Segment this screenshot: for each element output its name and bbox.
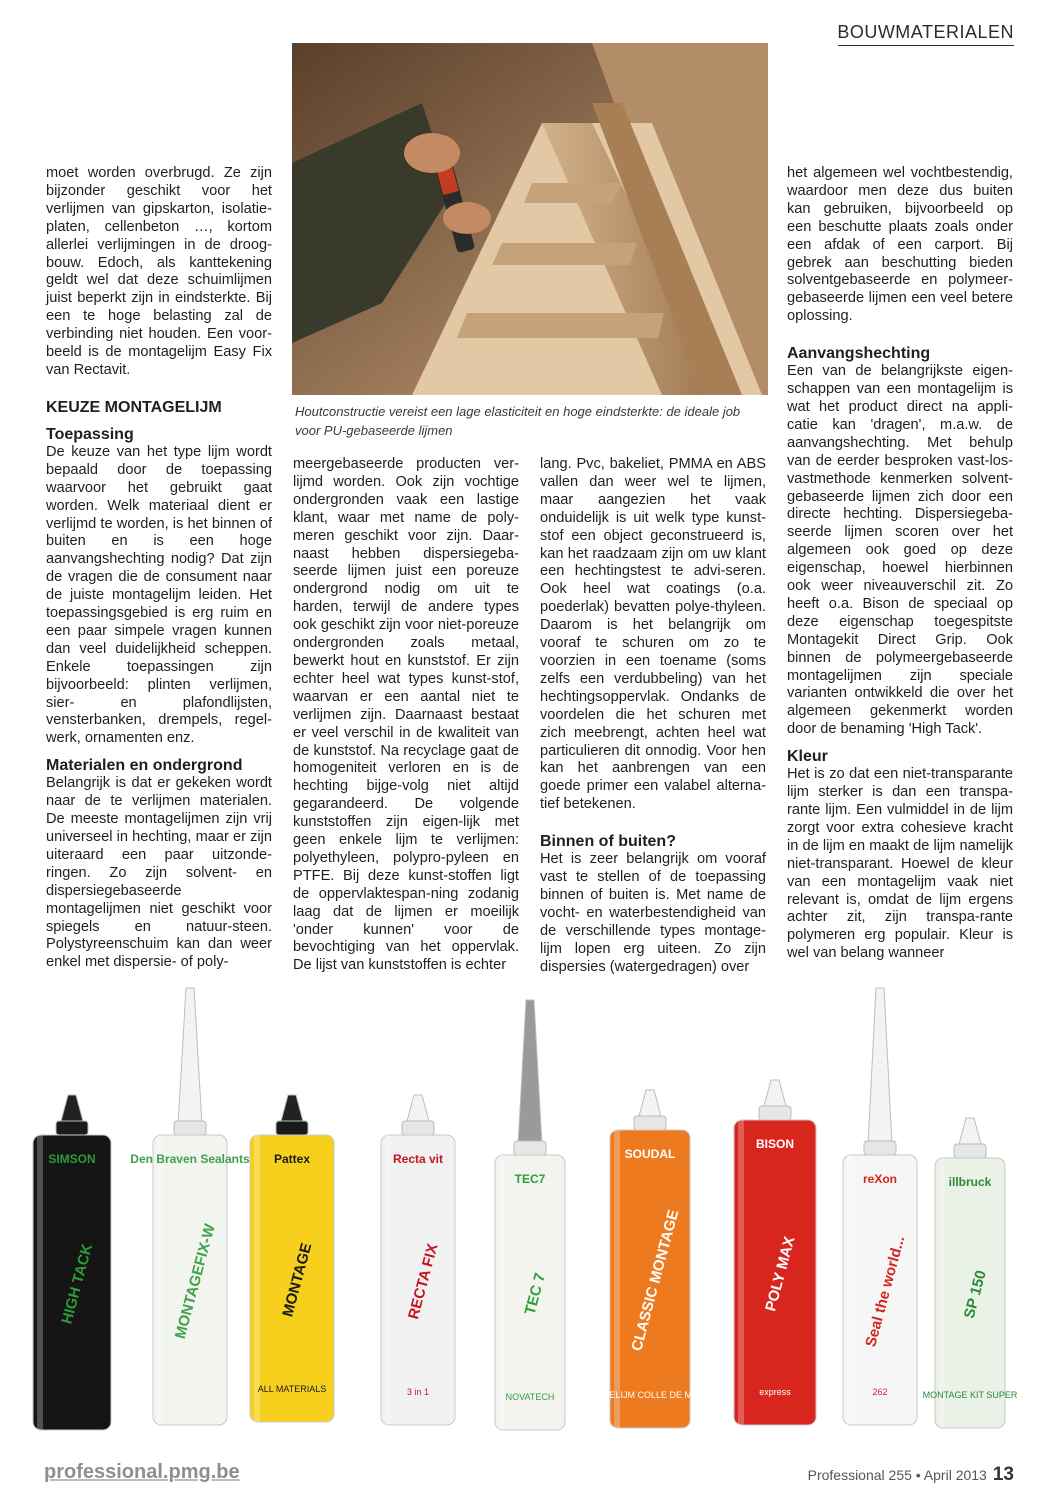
product-subtext: express (759, 1387, 791, 1397)
col2-paragraph-1: meergebaseerde producten ver-lijmd worden. Ook zijn vochtige ondergronden vaak een lastige klant, waar met name de poly-meren geschikt voor zijn. Daar-naast hebben dispersiegeba-seerde lijmen juist een poreuze ondergrond nodig om uit te harden, terwijl de andere types ook geschikt zijn voor niet-poreuze ondergronden zoals metaal, bewerkt hout en kunststof. Er zijn echter heel wat types kunst-stof, waarvan er een aantal niet te verlijmen zijn. Daarnaast bestaat er veel verschil in de kwaliteit van de kunststof. Na recyclage gaat de homogeniteit verloren en is de hechting bijge-volg niet altijd gegarandeerd. De volgende kunststoffen zijn eigen-lijk met geen enkele lijm te verlijmen: polyethyleen, polypro-pyleen en PTFE. Bij deze kunst-stoffen ligt de oppervlaktespan-ning zodanig laag dat de lijmen er moeilijk 'onder kunnen' voor de bevochtiging van het oppervlak. De lijst van kunststoffen is echter (293, 456, 519, 974)
cartridge-highlight (939, 1158, 945, 1428)
cartridge-collar (864, 1141, 896, 1155)
product-name: MONTAGEFIX-W (171, 1222, 219, 1341)
column-2 (293, 456, 519, 975)
cartridge-collar (759, 1106, 791, 1120)
cartridge-highlight (37, 1135, 43, 1430)
product-subtext: NOVATECH (505, 1392, 555, 1402)
cartridge-highlight (499, 1155, 505, 1430)
product-brand: SOUDAL (624, 1147, 676, 1161)
product-name: HIGH TACK (58, 1242, 97, 1326)
col4-paragraph-3: Het is zo dat een niet-transparante lijm sterker is dan een transpa-rante lijm. Een vulmiddel in de lijm zorgt voor extra cohesieve kracht in de lijm en maakt de lijm namelijk niet-transparant. Hoewel de kleur van een montagelijm vaak niet relevant is, omdat de lijm ergens achter zit, zijn transpa-rante polymeren erg populair. Kleur is wel van belang wanneer (787, 766, 1013, 962)
photo-illustration (292, 43, 768, 395)
cartridge-highlight (738, 1120, 744, 1425)
product-name: MONTAGE (279, 1241, 316, 1319)
section-heading: KEUZE MONTAGELIJM (46, 398, 222, 416)
product-subtext: ALL MATERIALS (257, 1384, 327, 1394)
product-illbruck (923, 1118, 1018, 1428)
product-subtext: MONTAGELIJM COLLE DE MONTAGE (570, 1390, 730, 1400)
column-1 (46, 165, 272, 972)
subheading-materialen: Materialen en ondergrond (46, 757, 243, 775)
col3-paragraph-1: lang. Pvc, bakeliet, PMMA en ABS vallen dan weer wel te lijmen, maar aangezien het vaak onduidelijk is uit welk type kunst-stof een object geconstrueerd is, kan het raadzaam zijn om uw klant een hechtingstest te advi-seren. Ook heel wat coatings (o.a. poederlak) bevatten polye-thyleen. Daarom is het belangrijk om vooraf te schuren om zo te voorzien in een toename (soms zelfs een verdubbeling) van het hechtingsoppervlak. Ondanks de voordelen die het schuren met zich meebrengt, achten heel wat particulieren dit onnodig. Voor hen kan het aanbrengen van een goede primer een valabel alterna-tief betekenen. (540, 456, 766, 813)
product-name: Seal the world... (862, 1234, 909, 1349)
product-brand: Recta vit (392, 1152, 444, 1166)
cartridge-nozzle (868, 988, 892, 1145)
cartridge-collar (954, 1144, 986, 1158)
col1-paragraph-1: De keuze van het type lijm wordt bepaald door de toepassing waarvoor het gebruikt gaat worden. Welk materiaal dient er verlijmd te worden, is het binnen of buiten en is een hoge aanvangshechting nodig? Dat zijn de vragen die de consument naar de juiste montagelijm leiden. Het toepassingsgebied is erg ruim en een paar simpele vragen kunnen dan veel duidelijkheid scheppen. Enkele toepassingen zijn bijvoorbeeld: plinten verlijmen, sier- en plafondlijsten, vensterbanken, drempels, regel-werk, ornamenten enz. (46, 443, 272, 747)
section-label: BOUWMATERIALEN (837, 22, 1014, 42)
product-lineup (0, 980, 1058, 1450)
col4-paragraph-1: het algemeen wel vochtbestendig, waardoor men deze dus buiten kan gebruiken, bijvoorbeeld op een beschutte plaats zoals onder een afdak of een carport. Bij gebrek aan beschutting bieden solventgebaseerde en polymeer-gebaseerde lijmen een veel betere oplossing. (787, 165, 1013, 325)
col3-paragraph-2: Het is zeer belangrijk om vooraf vast te stellen of de toepassing binnen of buiten is. Met name de vocht- en waterbestendigheid van de verschillende types montage-lijm lopen erg uiteen. Zo zijn dispersies (watergedragen) over (540, 851, 766, 975)
product-name: TEC 7 (521, 1271, 550, 1317)
photo-caption: Houtconstructie vereist een lage elasticiteit en hoge eindsterkte: de ideale job voor PU-gebaseerde lijmen (295, 404, 741, 438)
cartridge-highlight (385, 1135, 391, 1425)
product-name: RECTA FIX (405, 1241, 442, 1322)
product-pattex (250, 1095, 334, 1422)
product-recta-vit (381, 1095, 455, 1425)
subheading-kleur: Kleur (787, 748, 828, 766)
cartridge-collar (634, 1116, 666, 1130)
product-tec7 (495, 1000, 565, 1430)
product-subtext: 3 in 1 (406, 1387, 430, 1397)
product-brand: Den Braven Sealants (130, 1152, 250, 1166)
product-den-braven-sealants (130, 988, 250, 1425)
product-name: CLASSIC MONTAGE (628, 1207, 683, 1353)
col1-paragraph-2: Belangrijk is dat er gekeken wordt naar de te verlijmen materialen. De meeste montagelijmen zijn vrij universeel in hechting, maar er zijn uiteraard een paar uitzonde-ringen. Zo zijn solvent- en dispersiegebaseerde montagelijmen niet geschikt voor spiegels en natuur-steen. Polystyreenschuim kan dan weer enkel met dispersie- of poly- (46, 775, 272, 971)
product-brand: BISON (755, 1137, 795, 1151)
cartridge-nozzle (518, 1000, 542, 1145)
product-subtext: MONTAGE KIT SUPER (922, 1390, 1018, 1400)
cartridge-highlight (157, 1135, 163, 1425)
product-cartridges (0, 980, 1058, 1450)
subheading-toepassing: Toepassing (46, 425, 134, 443)
product-bison (734, 1080, 816, 1425)
subheading-aanvangshechting: Aanvangshechting (787, 345, 931, 363)
cartridge-nozzle (178, 988, 202, 1125)
column-3 (540, 456, 766, 976)
cartridge-collar (514, 1141, 546, 1155)
subheading-binnen-buiten: Binnen of buiten? (540, 833, 676, 851)
product-soudal (571, 1090, 730, 1428)
product-simson (33, 1095, 111, 1430)
product-brand: illbruck (948, 1175, 992, 1189)
product-name: SP 150 (960, 1268, 990, 1321)
product-brand: reXon (862, 1172, 898, 1186)
footer-issue-text: Professional 255 • April 2013 (807, 1467, 987, 1483)
col1-intro: moet worden overbrugd. Ze zijn bijzonder geschikt voor het verlijmen van gipskarton, isolatie-platen, cellenbeton …, kortom allerlei verlijmingen in de droog-bouw. Edoch, als kanttekening geldt wel dat deze schuimlijmen juist beperkt zijn in eindsterkte. Bij een te hoge belasting zal de verbinding niet houden. Een voor-beeld is de montagelijm Easy Fix van Rectavit. (46, 165, 272, 378)
cartridge-collar (276, 1121, 308, 1135)
cartridge-highlight (614, 1130, 620, 1428)
column-4 (787, 165, 1013, 963)
article-photo (292, 43, 768, 395)
product-name: POLY MAX (762, 1234, 799, 1314)
section-rule (838, 45, 1014, 46)
footer-website[interactable]: professional.pmg.be (44, 1461, 240, 1483)
product-brand: Pattex (273, 1152, 311, 1166)
cartridge-highlight (847, 1155, 853, 1425)
cartridge-highlight (254, 1135, 260, 1422)
cartridge-collar (402, 1121, 434, 1135)
page-number: 13 (992, 1464, 1014, 1485)
col4-paragraph-2: Een van de belangrijkste eigen-schappen van een montagelijm is wat het product direct na appli-catie kan 'dragen', m.a.w. de aanvangshechting. Met behulp van de eerder besproken vast-los-vastmethode kenmerken solvent-gebaseerde lijmen zich door een directe hechting. Dispersiegeba-seerde lijmen scoren over het algemeen ook goed op deze eigenschap, hoewel hierbinnen ook weer niveauverschil zit. Zo heeft o.a. Bison de speciaal op deze eigenschap toegespitste Montagekit Direct Grip. Ook binnen de polymeergebaseerde montagelijmen zijn speciale varianten ontwikkeld die over het algemeen gekenmerkt worden door de benaming 'High Tack'. (787, 363, 1013, 738)
cartridge-collar (56, 1121, 88, 1135)
cartridge-collar (174, 1121, 206, 1135)
product-brand: TEC7 (514, 1172, 546, 1186)
product-rexon (843, 988, 917, 1425)
footer-issue (808, 1464, 1014, 1486)
product-subtext: 262 (872, 1387, 888, 1397)
product-brand: SIMSON (48, 1152, 96, 1166)
